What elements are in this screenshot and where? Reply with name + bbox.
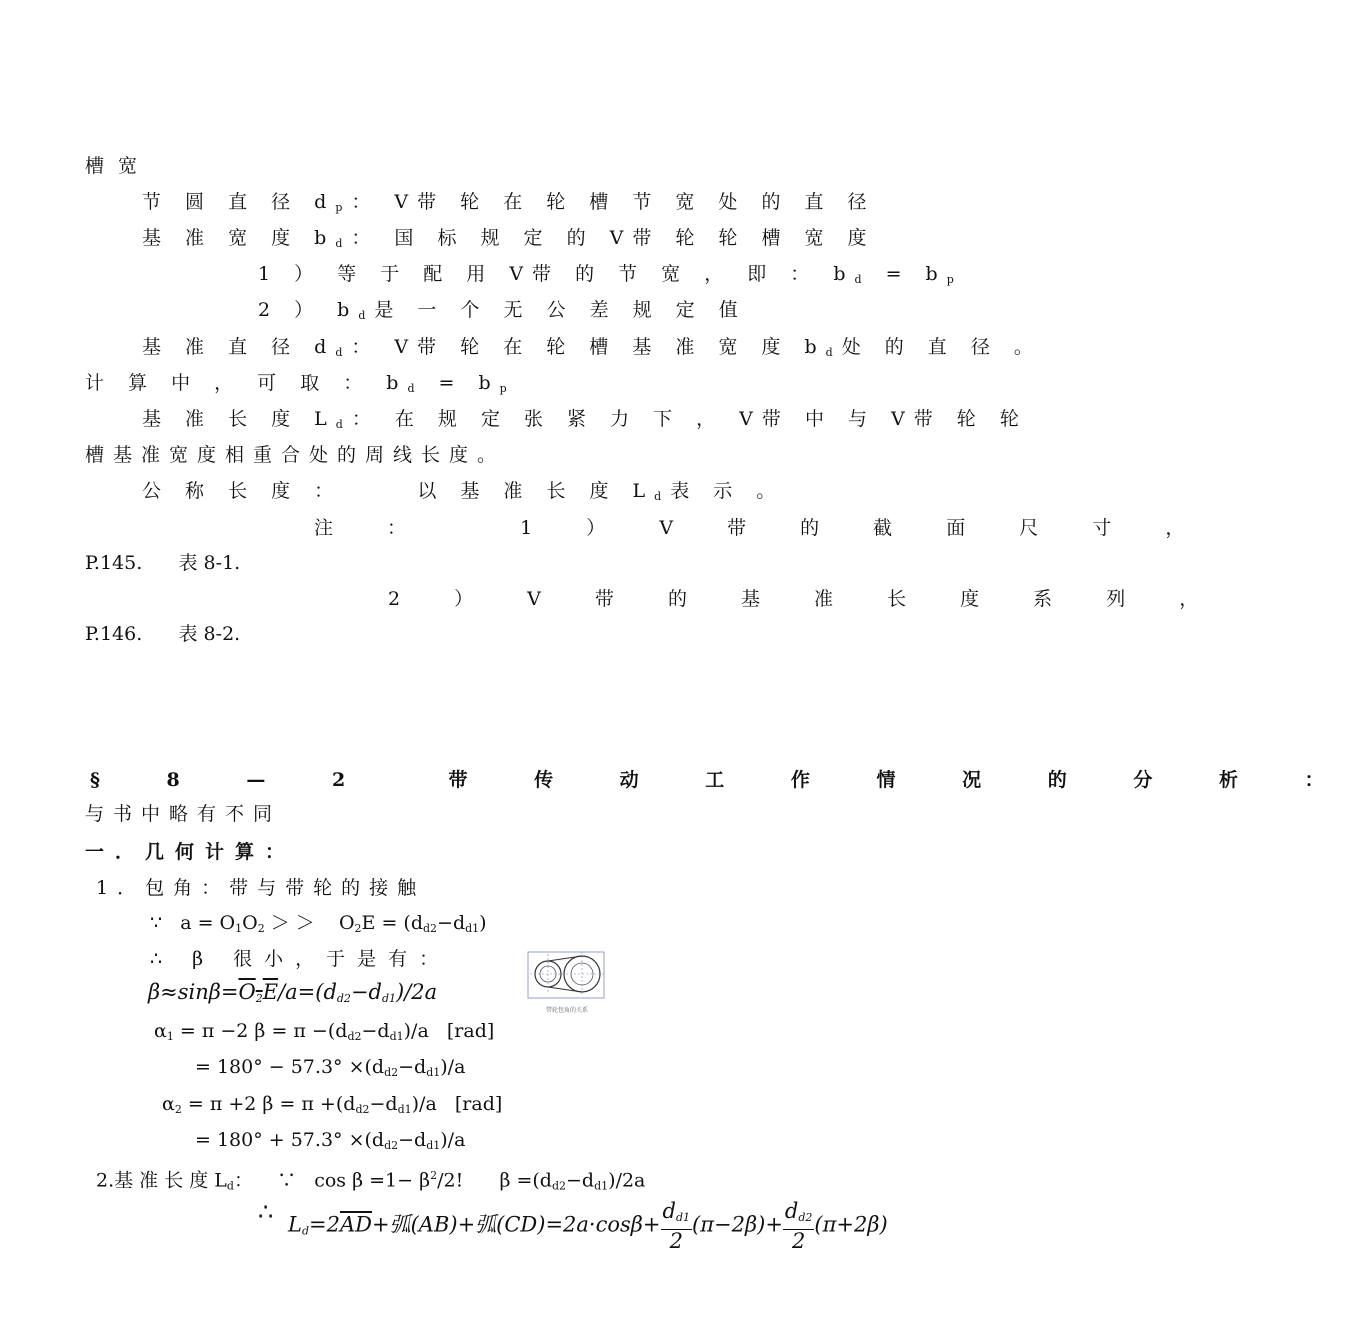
text-line-note-2: 2 ） $b_d$是 一 个 无 公 差 规 定 值 — [258, 299, 747, 322]
eq-alpha2-deg: = $180^\circ + 57.3^\circ \times(d_{d2}-d_{d1})/a$ — [195, 1129, 466, 1152]
subsection-geometry: 一．几何计算： — [85, 841, 296, 863]
eq-alpha2: $\alpha_2 = \pi +2$ $\beta = \pi +(d_{d2}-d_{d1})/a$ [rad] — [162, 1093, 503, 1116]
text-line-pitch-diameter: 节 圆 直 径 $d_p$： V带 轮 在 轮 槽 节 宽 处 的 直 径 — [142, 191, 876, 214]
text-line-nominal-length: 公 称 长 度 ： 以 基 准 长 度 $L_d$表 示 。 — [142, 480, 785, 503]
belt-pulley-svg — [526, 946, 608, 1018]
text-line-ref-145: P.145. 表 8-1. — [85, 552, 241, 574]
text-line-note-1: 1 ） 等 于 配 用 V带 的 节 宽 ， 即 ： $b_d = b_p$ — [258, 263, 963, 286]
eq-because: ∵ $a = O_1O_2$ ＞ ＞ $O_2E = (d_{d2}-d_{d1})$ — [150, 912, 487, 935]
text-line-datum-width: 基 准 宽 度 $b_d$： 国 标 规 定 的 V带 轮 轮 槽 宽 度 — [142, 227, 876, 250]
text-line-slot-width: 槽宽 — [85, 155, 152, 177]
text-line-difference: 与书中略有不同 — [85, 803, 282, 825]
eq-datum-length: 2.基 准 长 度 $L_d$： ∵ $\cos \beta =1- \beta^2/2$! $\beta =(d_{d2}-d_{d1})/2a$ — [96, 1169, 646, 1193]
text-line-datum-length: 基 准 长 度 $L_d$： 在 规 定 张 紧 力 下 ， V带 中 与 V带 轮 轮 — [142, 408, 1028, 431]
eq-alpha1-deg: = $180^\circ - 57.3^\circ \times(d_{d2}-d_{d1})/a$ — [195, 1056, 466, 1079]
belt-pulley-diagram — [526, 946, 608, 1018]
text-line-note-length: 2 ） V 带 的 基 准 长 度 系 列 ， — [388, 588, 1223, 610]
eq-therefore-sign: ∴ — [258, 1198, 274, 1226]
text-line-datum-diameter: 基 准 直 径 $d_d$： V带 轮 在 轮 槽 基 准 宽 度 $b_d$处 的 直 径 。 — [142, 336, 1042, 359]
text-line-note-section: 注 ： 1 ） V 带 的 截 面 尺 寸 ， — [314, 517, 1209, 539]
text-line-ref-146: P.146. 表 8-2. — [85, 623, 241, 645]
eq-beta: $\beta\approx\sin\beta=O_2E/a=(d_{d2}-d_{d1})/2a$ — [148, 980, 438, 1005]
text-line-circumference: 槽基准宽度相重合处的周线长度。 — [85, 444, 506, 466]
eq-ld-formula: $L_d=2\overline{AD}+$弧(AB)+弧(CD)=2a·cosβ+ $\frac{d_{d1}}{2}$ (π−2β)+ $\frac{d_{d2}}{2}$ (π+2β) — [288, 1199, 888, 1253]
section-heading: § 8 — 2 带 传 动 工 作 情 况 的 分 析 ： — [90, 769, 1354, 791]
text-line-wrap-angle: 1．包角：带与带轮的接触 — [96, 877, 426, 899]
diagram-caption: 带轮包角的关系 — [545, 1007, 589, 1014]
eq-alpha1: $\alpha_1 = \pi -2$ $\beta = \pi -(d_{d2}-d_{d1})/a$ [rad] — [154, 1020, 495, 1043]
text-line-calculation: 计 算 中 ， 可 取 ： $b_d = b_p$ — [85, 372, 516, 395]
eq-therefore: ∴ β 很小，于是有： — [150, 948, 451, 970]
